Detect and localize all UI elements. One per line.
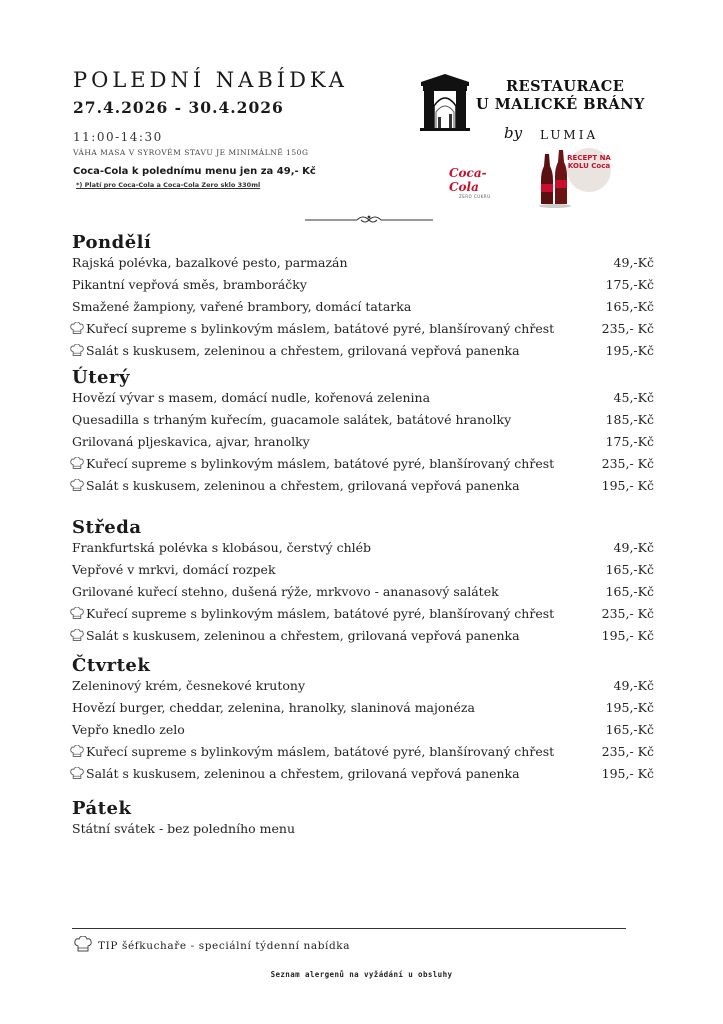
dish-name — [72, 584, 499, 599]
chef-hat-icon — [70, 479, 84, 492]
dish-price: 165,-Kč — [605, 299, 654, 314]
chef-hat-icon — [70, 322, 84, 335]
dish-text: Pikantní vepřová směs, bramboráčky — [72, 277, 307, 292]
dish-name — [72, 277, 307, 292]
logo-brand: LUMIA — [540, 128, 599, 142]
dish-name — [72, 299, 411, 314]
menu-item — [72, 584, 654, 604]
dish-name — [70, 606, 554, 621]
dish-text: Rajská polévka, bazalkové pesto, parmazán — [72, 255, 348, 270]
dish-text: Státní svátek - bez poledního menu — [72, 821, 296, 836]
dish-price: 175,-Kč — [605, 277, 654, 292]
dish-price: 195,- Kč — [601, 628, 654, 643]
recipe-badge: RECEPT NA KOLU Coca — [567, 148, 611, 192]
dish-name — [70, 456, 554, 471]
chef-hat-icon — [70, 457, 84, 470]
dish-name — [72, 412, 511, 427]
chef-tip-legend — [74, 936, 350, 953]
dish-price: 49,-Kč — [613, 678, 654, 693]
day-section — [72, 655, 654, 781]
menu-item — [72, 321, 654, 341]
dish-name — [70, 321, 554, 336]
dish-price: 235,- Kč — [601, 456, 654, 471]
logo-by: by — [504, 124, 523, 142]
dish-text: Grilovaná pljeskavica, ajvar, hranolky — [72, 434, 310, 449]
menu-item — [72, 606, 654, 626]
dish-text: Kuřecí supreme s bylinkovým máslem, batátové pyré, blanšírovaný chřest — [86, 321, 555, 336]
day-heading: Čtvrtek — [72, 655, 151, 676]
chef-tip-text: TIP šéfkuchaře - speciální týdenní nabídka — [98, 940, 351, 952]
dish-text: Kuřecí supreme s bylinkovým máslem, batátové pyré, blanšírovaný chřest — [86, 606, 555, 621]
date-range: 27.4.2026 - 30.4.2026 — [73, 98, 284, 117]
dish-price: 195,- Kč — [601, 766, 654, 781]
dish-text: Kuřecí supreme s bylinkovým máslem, batátové pyré, blanšírovaný chřest — [86, 744, 555, 759]
chef-hat-icon — [70, 767, 84, 780]
menu-item — [72, 678, 654, 698]
dish-name — [72, 700, 475, 715]
dish-name — [72, 821, 295, 836]
menu-item — [72, 390, 654, 410]
menu-item — [72, 434, 654, 454]
menu-item — [72, 766, 654, 786]
dish-price: 49,-Kč — [613, 255, 654, 270]
restaurant-logo — [418, 70, 648, 150]
menu-item — [72, 540, 654, 560]
dish-text: Kuřecí supreme s bylinkovým máslem, batátové pyré, blanšírovaný chřest — [86, 456, 555, 471]
day-section — [72, 517, 654, 643]
dish-text: Salát s kuskusem, zeleninou a chřestem, grilovaná vepřová panenka — [86, 478, 520, 493]
allergens-note: Seznam alergenů na vyžádání u obsluhy — [270, 970, 453, 979]
dish-text: Hovězí vývar s masem, domácí nudle, kořenová zelenina — [72, 390, 431, 405]
dish-text: Grilované kuřecí stehno, dušená rýže, mrkvovo - ananasový salátek — [72, 584, 499, 599]
chef-hat-icon — [74, 936, 92, 953]
chef-hat-icon — [70, 607, 84, 620]
chef-hat-icon — [70, 629, 84, 642]
dish-text: Smažené žampiony, vařené brambory, domácí tatarka — [72, 299, 412, 314]
dish-text: Hovězí burger, cheddar, zelenina, hranolky, slaninová majonéza — [72, 700, 475, 715]
dish-text: Salát s kuskusem, zeleninou a chřestem, grilovaná vepřová panenka — [86, 628, 520, 643]
dish-text: Quesadilla s trhaným kuřecím, guacamole salátek, batátové hranolky — [72, 412, 512, 427]
menu-item — [72, 628, 654, 648]
menu-item — [72, 277, 654, 297]
day-section — [72, 798, 654, 836]
dish-text: Zeleninový krém, česnekové krutony — [72, 678, 306, 693]
dish-text: Vepřové v mrkvi, domácí rozpek — [72, 562, 276, 577]
dish-price: 185,-Kč — [605, 412, 654, 427]
chef-hat-icon — [70, 344, 84, 357]
coca-cola-logo — [449, 166, 509, 199]
coca-cola-sub: ZERO CUKRU — [459, 194, 491, 199]
dish-price: 235,- Kč — [601, 606, 654, 621]
dish-name — [72, 722, 185, 737]
dish-name — [70, 343, 520, 358]
dish-name — [70, 766, 520, 781]
dish-price: 175,-Kč — [605, 434, 654, 449]
dish-name — [70, 628, 520, 643]
dish-name — [72, 678, 305, 693]
dish-name — [72, 562, 276, 577]
dish-name — [72, 434, 310, 449]
day-section — [72, 367, 654, 493]
dish-price: 49,-Kč — [613, 540, 654, 555]
menu-item — [72, 821, 654, 841]
menu-item — [72, 343, 654, 363]
menu-item — [72, 299, 654, 319]
logo-line-2: U MALICKÉ BRÁNY — [476, 96, 645, 113]
menu-item — [72, 700, 654, 720]
day-heading: Úterý — [72, 367, 130, 388]
dish-price: 45,-Kč — [613, 390, 654, 405]
dish-price: 195,-Kč — [605, 343, 654, 358]
dish-price: 195,-Kč — [605, 700, 654, 715]
ornament-divider-icon — [305, 212, 433, 226]
logo-line-1: RESTAURACE — [506, 78, 625, 95]
dish-name — [70, 478, 520, 493]
menu-item — [72, 255, 654, 275]
page-title: POLEDNÍ NABÍDKA — [73, 68, 348, 92]
dish-text: Salát s kuskusem, zeleninou a chřestem, grilovaná vepřová panenka — [86, 766, 520, 781]
day-heading: Pondělí — [72, 232, 152, 253]
menu-item — [72, 412, 654, 432]
dish-price: 235,- Kč — [601, 744, 654, 759]
dish-price: 195,- Kč — [601, 478, 654, 493]
day-heading: Středa — [72, 517, 142, 538]
dish-name — [72, 390, 430, 405]
dish-name — [72, 255, 348, 270]
footer-divider — [72, 928, 626, 929]
coke-footnote: *) Platí pro Coca-Cola a Coca-Cola Zero sklo 330ml — [76, 181, 261, 189]
menu-item — [72, 478, 654, 498]
dish-name — [70, 744, 554, 759]
dish-price: 165,-Kč — [605, 584, 654, 599]
menu-item — [72, 562, 654, 582]
menu-item — [72, 456, 654, 476]
coke-bottles-image — [537, 148, 627, 208]
dish-price: 235,- Kč — [601, 321, 654, 336]
dish-price: 165,-Kč — [605, 722, 654, 737]
dish-text: Salát s kuskusem, zeleninou a chřestem, grilovaná vepřová panenka — [86, 343, 520, 358]
dish-text: Vepřo knedlo zelo — [72, 722, 185, 737]
dish-text: Frankfurtská polévka s klobásou, čerstvý chléb — [72, 540, 372, 555]
opening-hours: 11:00-14:30 — [73, 130, 163, 144]
menu-item — [72, 744, 654, 764]
coca-cola-script: Coca-Cola — [449, 166, 487, 194]
day-section — [72, 232, 654, 358]
day-heading: Pátek — [72, 798, 132, 819]
gate-icon — [418, 72, 472, 132]
weight-note: VÁHA MASA V SYROVÉM STAVU JE MINIMÁLNĚ 150G — [73, 148, 309, 157]
coke-promo: Coca-Cola k polednímu menu jen za 49,- Kč — [73, 166, 316, 177]
dish-name — [72, 540, 371, 555]
dish-price: 165,-Kč — [605, 562, 654, 577]
menu-item — [72, 722, 654, 742]
chef-hat-icon — [70, 745, 84, 758]
